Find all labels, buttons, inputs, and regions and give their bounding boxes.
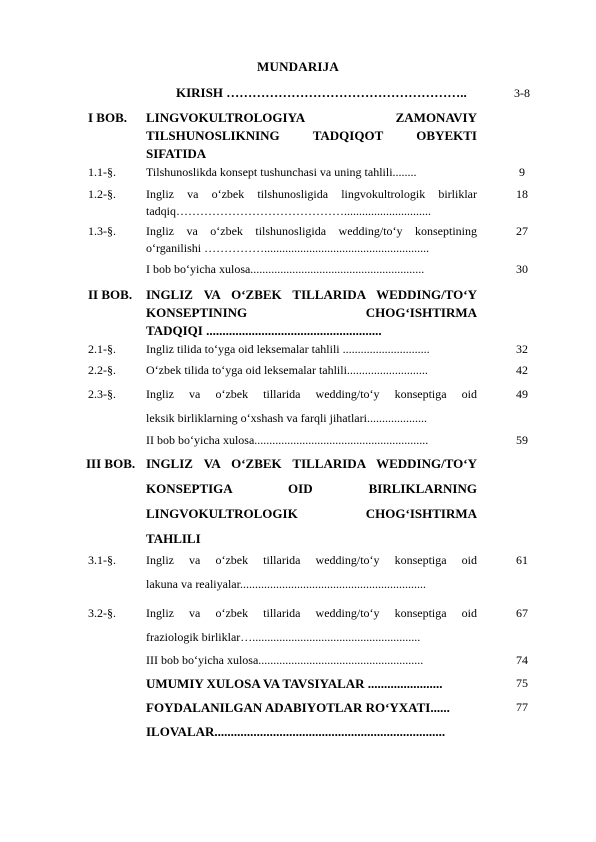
toc-entry-text: LINGVOKULTROLOGIK CHOG‘ISHTIRMA bbox=[146, 506, 477, 521]
toc-entry-text: leksik birliklarning o‘xshash va farqli jihatlari.................... bbox=[146, 411, 427, 425]
toc-entry-text: Ingliz va o‘zbek tillarida wedding/to‘y konseptiga oid bbox=[146, 553, 477, 567]
toc-entry-number: 2.2-§. bbox=[88, 363, 116, 377]
toc-entry-number: 3.1-§. bbox=[88, 553, 116, 567]
toc-entry-text: KONSEPTIGA OID BIRLIKLARNING bbox=[146, 481, 477, 496]
toc-entry-number: 1.3-§. bbox=[88, 224, 116, 238]
toc-entry-text: INGLIZ VA O‘ZBEK TILLARIDA WEDDING/TO‘Y bbox=[146, 287, 477, 302]
toc-entry-text: Ingliz va o‘zbek tillarida wedding/to‘y konseptiga oid bbox=[146, 387, 477, 401]
toc-page-number: 75 bbox=[516, 676, 528, 690]
toc-entry-number: 1.1-§. bbox=[88, 165, 116, 179]
toc-entry-text: ILOVALAR....................................................................... bbox=[146, 724, 446, 739]
toc-entry-text: KONSEPTINING CHOG‘ISHTIRMA bbox=[146, 305, 477, 320]
toc-entry-text: O‘zbek tilida to‘yga oid leksemalar tahlili........................... bbox=[146, 363, 428, 377]
toc-entry-number: II BOB. bbox=[88, 287, 133, 302]
toc-entry-number: I BOB. bbox=[88, 110, 128, 125]
toc-entry-text: INGLIZ VA O‘ZBEK TILLARIDA WEDDING/TO‘Y bbox=[146, 456, 477, 471]
toc-page-number: 49 bbox=[516, 387, 528, 401]
toc-entry-text: KIRISH ……………………………………………….. bbox=[176, 85, 467, 100]
toc-page-number: 61 bbox=[516, 553, 528, 567]
toc-page-number: 59 bbox=[516, 433, 528, 447]
toc-entry-text: Ingliz va o‘zbek tilshunosligida wedding/to‘y konseptining bbox=[146, 224, 477, 238]
toc-entry-number: 2.1-§. bbox=[88, 342, 116, 356]
toc-entry-text: tadqiq……………………………………............................. bbox=[146, 204, 431, 218]
toc-entry-text: I bob bo‘yicha xulosa.......................................................... bbox=[146, 262, 425, 276]
toc-entry-text: FOYDALANILGAN ADABIYOTLAR RO‘YXATI...... bbox=[146, 700, 450, 715]
toc-entry-text: SIFATIDA bbox=[146, 146, 207, 161]
toc-entry-text: fraziologik birliklar…........................................................ bbox=[146, 630, 421, 644]
toc-page-number: 42 bbox=[516, 363, 528, 377]
toc-page-number: 18 bbox=[516, 187, 528, 201]
toc-entry-text: TAHLILI bbox=[146, 531, 201, 546]
toc-entry-number: 3.2-§. bbox=[88, 606, 116, 620]
toc-entry-number: III BOB. bbox=[86, 456, 136, 471]
toc-page-number: 77 bbox=[516, 700, 528, 714]
toc-entry-text: TILSHUNOSLIKNING TADQIQOT OBYEKTI bbox=[146, 128, 477, 143]
toc-page-number: 27 bbox=[516, 224, 528, 238]
page-title: MUNDARIJA bbox=[257, 59, 339, 74]
toc-page-number: 9 bbox=[519, 165, 525, 179]
toc-page-number: 67 bbox=[516, 606, 528, 620]
toc-entry-text: Ingliz va o‘zbek tilshunosligida lingvokultrologik birliklar bbox=[146, 187, 477, 201]
toc-entry-text: o‘rganilishi ……………....................................................... bbox=[146, 241, 430, 255]
toc-page-number: 30 bbox=[516, 262, 528, 276]
toc-page-number: 3-8 bbox=[514, 86, 530, 100]
toc-entry-text: III bob bo‘yicha xulosa....................................................... bbox=[146, 653, 424, 667]
toc-entry-text: Ingliz tilida to‘yga oid leksemalar tahlili ............................. bbox=[146, 342, 430, 356]
toc-entry-text: TADQIQI ...................................................... bbox=[146, 323, 382, 338]
toc-entry-number: 1.2-§. bbox=[88, 187, 116, 201]
toc-entry-text: Tilshunoslikda konsept tushunchasi va uning tahlili........ bbox=[146, 165, 417, 179]
toc-entry-text: Ingliz va o‘zbek tillarida wedding/to‘y konseptiga oid bbox=[146, 606, 477, 620]
toc-entry-text: UMUMIY XULOSA VA TAVSIYALAR ....................... bbox=[146, 676, 443, 691]
toc-entry-text: II bob bo‘yicha xulosa.......................................................... bbox=[146, 433, 429, 447]
toc-page-number: 74 bbox=[516, 653, 528, 667]
toc-page-number: 32 bbox=[516, 342, 528, 356]
toc-entry-text: LINGVOKULTROLOGIYA ZAMONAVIY bbox=[146, 110, 477, 125]
toc-entry-text: lakuna va realiyalar.............................................................. bbox=[146, 577, 426, 591]
toc-entry-number: 2.3-§. bbox=[88, 387, 116, 401]
